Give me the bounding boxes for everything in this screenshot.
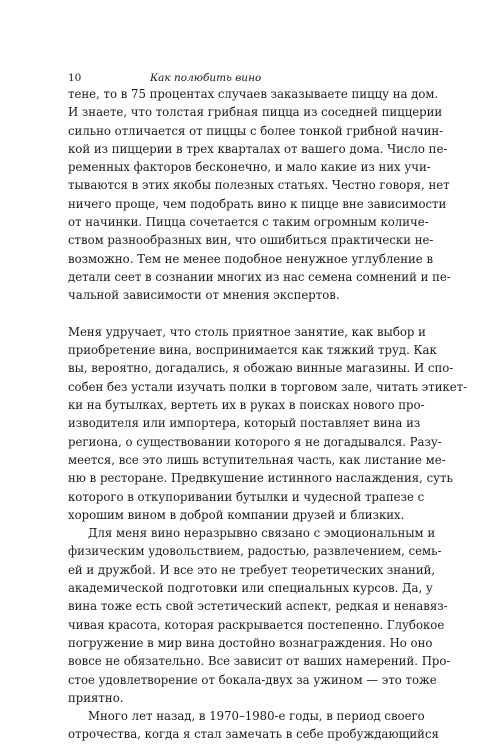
text-line: хорошим вином в доброй компании друзей и близких. <box>68 507 405 522</box>
text-line: вы, вероятно, догадались, я обожаю винные магазины. И спо- <box>68 361 454 376</box>
text-line: ременных факторов бесконечно, и мало какие из них учи- <box>68 160 431 175</box>
paragraph <box>68 524 451 707</box>
text-line: приятно. <box>68 690 124 705</box>
text-line: Много лет назад, в 1970–1980-е годы, в период своего <box>88 709 425 724</box>
text-line: вовсе не обязательно. Все зависит от ваших намерений. Про- <box>68 654 451 669</box>
text-line: от начинки. Пицца сочетается с таким огромным количе- <box>68 215 429 230</box>
text-line: академической подготовки или специальных курсов. Да, у <box>68 581 433 596</box>
text-line: собен без устали изучать полки в торговом зале, читать этикет- <box>68 379 468 394</box>
text-line: детали сеет в сознании многих из нас семена сомнений и пе- <box>68 269 451 284</box>
text-line: ничего проще, чем подобрать вино к пицце вне зависимости <box>68 196 447 211</box>
text-line: сильно отличается от пиццы с более тонкой грибной начин- <box>68 123 444 138</box>
text-line: кой из пиццерии в трех кварталах от вашего дома. Число пе- <box>68 141 448 156</box>
text-line: ством разнообразных вин, что ошибиться практически не- <box>68 233 434 248</box>
page-number: 10 <box>68 72 82 84</box>
text-line: тываются в этих якобы полезных статьях. Честно говоря, нет <box>68 178 450 193</box>
paragraph <box>68 85 451 305</box>
text-line: изводителя или импортера, который поставляет вина из <box>68 416 421 431</box>
text-line: чальной зависимости от мнения экспертов. <box>68 288 340 303</box>
text-line: погружение в мир вина достойно вознаграждения. Но оно <box>68 635 433 650</box>
paragraph-gap <box>68 305 411 323</box>
text-line: ей и дружбой. И все это не требует теоретических знаний, <box>68 562 436 577</box>
running-header <box>68 71 408 85</box>
text-line: тене, то в 75 процентах случаев заказываете пиццу на дом. <box>68 87 439 101</box>
text-line: ки на бутылках, вертеть их в руках в поисках нового про- <box>68 398 425 413</box>
text-line: которого в откупоривании бутылки и чудесной трапезе с <box>68 489 425 504</box>
text-line: И знаете, что толстая грибная пицца из соседней пиццерии <box>68 105 443 120</box>
text-line: отрочества, когда я стал замечать в себе пробуждающийся <box>68 727 439 742</box>
paragraph <box>68 323 468 524</box>
book-title: Как полюбить вино <box>150 72 262 84</box>
text-line: ню в ресторане. Предвкушение истинного наслаждения, суть <box>68 471 453 486</box>
text-line: физическим удовольствием, радостью, развлечением, семь- <box>68 544 442 559</box>
paragraph <box>68 707 439 744</box>
text-line: вина тоже есть свой эстетический аспект, редкая и ненавяз- <box>68 599 448 614</box>
text-line: региона, о существовании которого я не догадывался. Разу- <box>68 434 442 449</box>
text-line: Меня удручает, что столь приятное занятие, как выбор и <box>68 324 426 339</box>
body-text <box>68 85 468 744</box>
text-line: возможно. Тем не менее подобное ненужное углубление в <box>68 251 434 266</box>
text-line: Для меня вино неразрывно связано с эмоциональным и <box>88 526 436 541</box>
text-line: приобретение вина, воспринимается как тяжкий труд. Как <box>68 343 437 358</box>
text-line: меется, все это лишь вступительная часть, как листание ме- <box>68 452 446 467</box>
text-line: чивая красота, которая раскрывается постепенно. Глубокое <box>68 617 445 632</box>
text-line: стое удовлетворение от бокала-двух за ужином — это тоже <box>68 672 437 687</box>
